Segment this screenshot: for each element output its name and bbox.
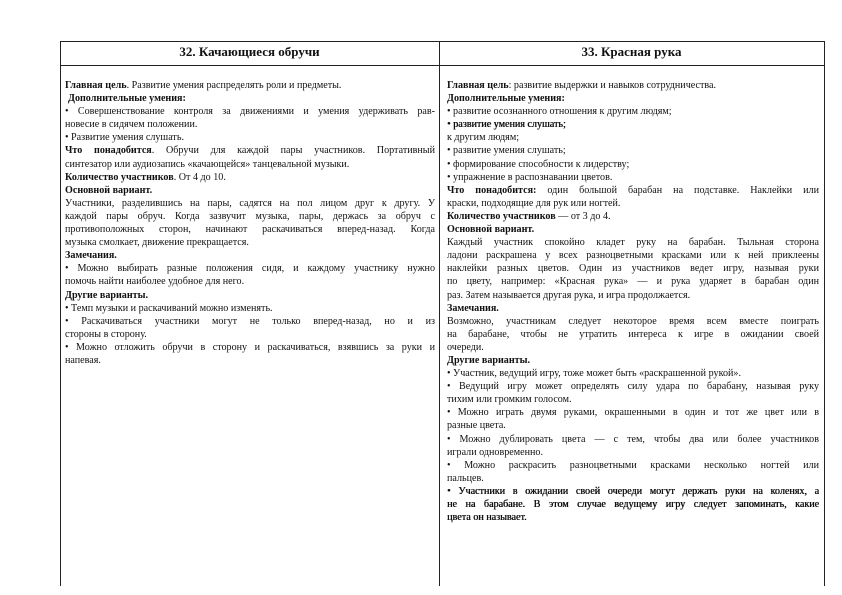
right-text-line: по цвету, например: «Красная рука» — и рука ударяет в барабан один	[447, 276, 819, 288]
right-main-goal	[447, 79, 819, 92]
table-middle-border	[439, 41, 440, 586]
left-card-body	[65, 79, 435, 367]
left-main-goal-text: . Развитие умения распределять роли и предметы.	[126, 80, 342, 91]
right-text-line: тихим или громким голосом.	[447, 394, 572, 406]
right-participants-text: — от 3 до 4.	[555, 210, 611, 222]
right-text-line: играли одновременно.	[447, 446, 543, 458]
right-main-goal-label: Главная цель	[447, 80, 509, 91]
right-main-goal-text: : развитие выдержки и навыков сотрудничества.	[508, 80, 717, 91]
right-text-line: цвета он называет.	[447, 512, 527, 524]
right-text-line: разные цвета.	[447, 420, 506, 432]
left-text-line: Участники, разделившись на пары, садятся на пол лицом друг к другу. У	[65, 197, 435, 209]
left-needs-text: . Обручи для каждой пары участников. Портативный	[151, 145, 435, 157]
right-remarks-heading: Замечания.	[447, 302, 499, 314]
left-text-line: напевая.	[65, 354, 101, 366]
left-text-line: стороны в сторону.	[65, 328, 147, 340]
right-card-title: 33. Красная рука	[581, 44, 682, 59]
right-text-line: не на барабане. В этом случае ведущему игру следует запоминать, какие	[447, 499, 819, 510]
left-extra-skills-heading: Дополнительные умения:	[68, 93, 186, 105]
table-top-border	[60, 41, 824, 42]
right-text-line: пальцев.	[447, 472, 484, 484]
right-text-line: • Можно играть двумя руками, окрашенными в один и тот же цвет или в	[447, 407, 819, 419]
right-text-line: • Ведущий игру может определять силу удара по барабану, называя руку	[447, 381, 819, 393]
left-text-line: помочь найти наиболее удобное для него.	[65, 276, 245, 288]
right-text-line: Возможно, участникам следует некоторое время всем вместе поиграть	[447, 315, 819, 327]
right-needs-text: один большой барабан на подставке. Наклейки или	[536, 184, 819, 196]
left-text-line: • Раскачиваться участники могут не только вперед-назад, но и из	[65, 315, 435, 327]
right-text-line: Каждый участник спокойно кладет руку на барабан. Тыльная сторона	[447, 237, 819, 249]
left-other-variants-heading: Другие варианты.	[65, 289, 149, 301]
left-text-line: синтезатор или аудиозапись «качающейся» танцевальной музыки.	[65, 158, 350, 170]
left-text-line: каждой пары обруч. Когда зазвучит музыка, пары, держась за обруч с	[65, 210, 435, 222]
left-main-variant-heading: Основной вариант.	[65, 184, 153, 196]
left-participants-label: Количество участников	[65, 171, 174, 183]
right-text-line: очереди.	[447, 341, 484, 353]
right-participants-label: Количество участников	[447, 210, 556, 222]
left-text-line: • Можно выбирать разные положения сидя, и каждому участнику нужно	[65, 263, 435, 275]
right-text-line: ладони раскрашена у всех разноцветными красками или к ней приклеены	[447, 250, 819, 262]
right-text-line: • Можно дублировать цвета — с тем, чтобы два или более участников	[447, 433, 819, 445]
left-main-goal	[65, 79, 435, 92]
right-needs	[447, 184, 819, 197]
right-text-line: • развитие умения слушать;	[447, 119, 566, 131]
left-card-title: 32. Качающиеся обручи	[179, 44, 320, 59]
right-text-line: • развитие осознанного отношения к другим людям;	[447, 106, 672, 118]
left-remarks-heading: Замечания.	[65, 250, 117, 262]
left-text-line: • Темп музыки и раскачиваний можно изменять.	[65, 302, 273, 314]
right-main-variant-heading: Основной вариант.	[447, 224, 535, 236]
right-text-line: наклейки разных цветов. Один из участников ведет игру, называя руки	[447, 263, 819, 275]
right-participants	[447, 210, 819, 223]
right-text-line: • Участники в ожидании своей очереди могут держать руки на коленях, а	[447, 485, 819, 497]
right-text-line: • формирование способности к лидерству;	[447, 158, 630, 170]
right-card-body	[447, 79, 819, 524]
right-needs-label: Что понадобится:	[447, 184, 537, 196]
right-text-line: • развитие умения слушать;	[447, 145, 566, 157]
left-text-line: • Развитие умения слушать.	[65, 132, 184, 144]
left-participants-text: . От 4 до 10.	[173, 171, 226, 183]
right-text-line: краски, подходящие для рук или ногтей.	[447, 197, 621, 209]
left-main-goal-label: Главная цель	[65, 80, 127, 91]
right-text-line: к другим людям;	[447, 132, 520, 144]
left-text-line: новесие в сидячем положении.	[65, 119, 198, 131]
left-text-line: музыка смолкает, движение прекращается.	[65, 237, 249, 249]
left-text-line: • Совершенствование контроля за движениями и умения удерживать рав-	[65, 106, 435, 118]
header-row-divider	[60, 65, 824, 66]
right-text-line: • упражнение в распознавании цветов.	[447, 171, 613, 183]
table-right-border	[824, 41, 825, 586]
right-text-line: • Участник, ведущий игру, тоже может быть «раскрашенной рукой».	[447, 368, 741, 380]
right-other-variants-heading: Другие варианты.	[447, 354, 531, 366]
left-participants	[65, 171, 435, 184]
left-text-line: • Можно отложить обручи в сторону и раскачиваться, взявшись за руки и	[65, 341, 435, 353]
right-extra-skills-heading: Дополнительные умения:	[447, 93, 565, 105]
left-text-line: противоположных сторон, начинают раскачиваться вперед-назад. Когда	[65, 224, 435, 236]
right-text-line: на барабане, чтобы не утратить интереса к игре в ожидании своей	[447, 328, 819, 340]
left-needs	[65, 144, 435, 157]
right-text-line: • Можно раскрасить разноцветными красками несколько ногтей или	[447, 459, 819, 471]
right-text-line: раз. Затем называется другая рука, и игра продолжается.	[447, 289, 691, 301]
left-needs-label: Что понадобится	[65, 145, 152, 157]
table-left-border	[60, 41, 61, 586]
